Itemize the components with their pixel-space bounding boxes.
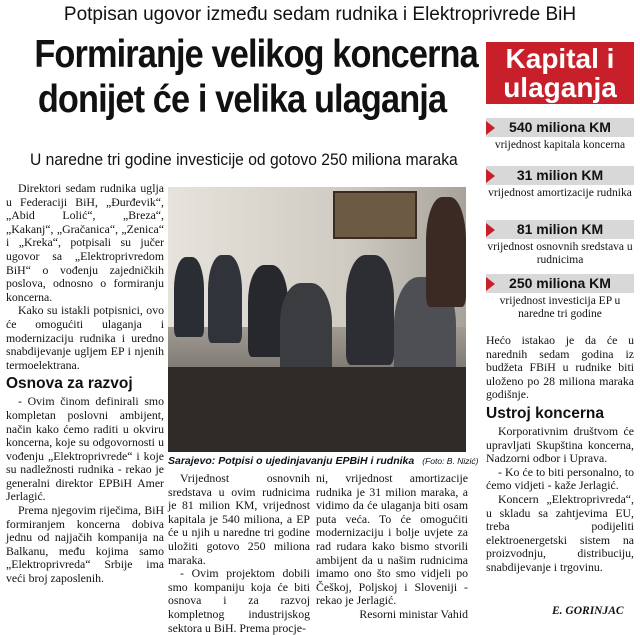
headline-line-2: donijet će i velika ulaganja: [37, 78, 447, 121]
subtitle: U naredne tri godine investicije od gotovo 250 miliona maraka: [30, 150, 458, 169]
stat-value: 250 miliona KM: [509, 275, 611, 291]
paragraph: Hećo istakao je da će u narednih sedam godina iz budžeta FBiH u rudnike biti uloženo po 28 miliona maraka godišnje.: [486, 333, 634, 402]
article-column-4: [486, 334, 634, 575]
section-heading: Osnova za razvoj: [6, 375, 133, 393]
kicker: Potpisan ugovor između sedam rudnika i Elektroprivrede BiH: [63, 4, 577, 25]
stat-label: vrijednost amortizacije rudnika: [488, 187, 632, 199]
painting-decoration: [333, 191, 417, 239]
arrow-icon: [486, 223, 495, 237]
author-signature: E. GORINJAC: [552, 605, 624, 617]
paragraph: Korporativnim društvom će upravljati Skupština koncerna, Nadzorni odbor i Uprava.: [486, 423, 634, 466]
paragraph: - Ovim činom definirali smo kompletan poslovni ambijent, način kako ćemo raditi u okviru koncerna, koje su odgovornosti u vođenju „Elektroprivrede“ i koje su nadležnosti rudnika - rekao je generalni direktor EPBiH Amer Jerlagić.: [6, 394, 164, 504]
article-column-1: [6, 182, 164, 586]
paragraph: Koncern „Elektroprivreda“, u skladu sa zahtjevima EU, treba podijeliti elektroenergetski sistem na proizvodnju, distribuciju, snabdijevanje i trgovinu.: [486, 491, 634, 574]
paragraph: - Ovim projektom dobili smo kompaniju koja će biti osnova i za razvoj kompletnog industrijskog sektora u BiH. Prema procje-: [168, 566, 310, 635]
stat-item: [486, 118, 634, 152]
sidebar-title: [486, 42, 634, 104]
paragraph: Vrijednost osnovnih sredstava u ovim rudnicima je 81 milion KM, vrijednost kapitala je 540 miliona, a EP će u njih u naredne tri godine uložiti gotovo 250 miliona maraka.: [168, 471, 310, 567]
caption-text: Sarajevo: Potpisi o ujedinjavanju EPBiH i rudnika: [168, 455, 415, 467]
paragraph: - Ko će to biti personalno, to ćemo vidjeti - kaže Jerlagić.: [486, 464, 634, 493]
arrow-icon: [486, 169, 495, 183]
headline: [34, 32, 478, 122]
stat-label: vrijednost kapitala koncerna: [494, 139, 626, 151]
stat-label: vrijednost osnovnih sredstava u rudnicima: [487, 241, 633, 266]
article-photo: [168, 187, 466, 452]
section-heading: Ustroj koncerna: [486, 404, 605, 422]
photo-credit: (Foto: B. Nizić): [422, 456, 479, 466]
paragraph: Direktori sedam rudnika uglja u Federaciji BiH, „Đurđevik“, „Abid Lolić“, „Breza“, „Kakanj“, „Gračanica“, „Zenica“ i „Kreka“, potpisali su jučer ugovor sa „Elektroprivredom BiH“ o vođenju zajedničkih poslova, odnosno o formiranju koncerna.: [6, 181, 164, 304]
stat-item: [486, 274, 634, 321]
stat-value: 81 milion KM: [516, 221, 604, 237]
arrow-icon: [486, 121, 495, 135]
stat-item: [486, 220, 634, 267]
article-column-2: [168, 472, 310, 635]
photo-caption: [168, 455, 478, 467]
arrow-icon: [486, 277, 495, 291]
stat-value: 31 milion KM: [516, 167, 604, 183]
stat-value: 540 miliona KM: [509, 119, 611, 135]
paragraph: Resorni ministar Vahid: [359, 606, 468, 621]
stat-item: [486, 166, 634, 200]
stat-label: vrijednost investicija EP u naredne tri godine: [499, 295, 621, 320]
sidebar-title-line-1: Kapital i: [505, 43, 615, 74]
paragraph: ni, vrijednost amortizacije rudnika je 31 milion maraka, a vidimo da će ulaganja biti osam puta veća. To će omogućiti modernizaciju i bolje uvjete za rad rudara kako bismo stvorili ambijent da u našim rudnicima imamo ono što smo vidjeli po Češkoj, Poljskoj i Sloveniji - rekao je Jerlagić.: [316, 471, 468, 608]
headline-line-1: Formiranje velikog koncerna: [34, 33, 478, 76]
article-column-3: [316, 472, 468, 622]
sidebar-title-line-2: ulaganja: [503, 72, 617, 103]
paragraph: Prema njegovim riječima, BiH formiranjem koncerna dobiva jednu od najjačih kompanija na Balkanu, među kojima samo „Elektroprivreda“ Srbije ima veći broj zaposlenih.: [6, 503, 164, 586]
paragraph: Kako su istakli potpisnici, ovo će omogućiti ulaganja i modernizaciju rudnika i uredno snabdijevanje ugljem EP i njenih termoelektrana.: [6, 303, 164, 372]
